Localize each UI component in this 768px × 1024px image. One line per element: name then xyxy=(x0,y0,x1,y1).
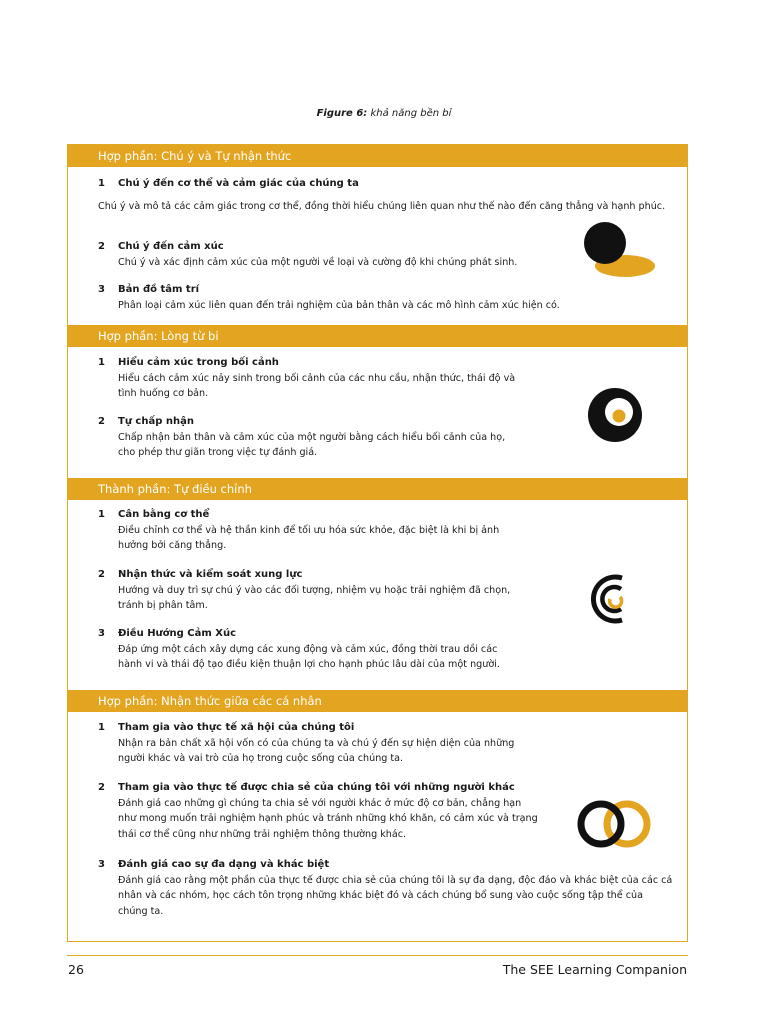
item-title: Điều Hướng Cảm Xúc xyxy=(118,628,237,639)
item-number: 2 xyxy=(98,569,105,580)
item-number: 3 xyxy=(98,284,105,295)
figure-label: Figure 6: xyxy=(316,108,368,119)
interlocking-rings-icon xyxy=(575,796,655,852)
list-item xyxy=(98,567,518,614)
item-title: Chú ý đến cơ thể và cảm giác của chúng ta xyxy=(118,178,359,189)
item-description: Chú ý và mô tả các cảm giác trong cơ thể, đồng thời hiểu chúng liên quan như thế nào đến căng thẳng và hạnh phúc. xyxy=(98,201,666,212)
item-number: 2 xyxy=(98,416,105,427)
item-description: Đánh giá cao rằng một phần của thực tế được chia sẻ của chúng tôi là sự đa dạng, độc đáo và khác biệt của các cá nhân và các nhóm, học cách tôn trọng những khác biệt đó và cách chúng bổ sung vào cuộc sống tập thể của chúng ta. xyxy=(118,874,673,917)
item-number: 1 xyxy=(98,178,105,189)
concentric-arcs-icon xyxy=(584,569,638,629)
dot-and-ellipse-icon xyxy=(580,220,660,282)
section-header-interpersonal: Hợp phần: Nhận thức giữa các cá nhân xyxy=(67,690,688,712)
item-description: Hiểu cách cảm xúc nảy sinh trong bối cảnh của các nhu cầu, nhận thức, thái độ và tình huống cơ bản. xyxy=(118,372,516,399)
item-number: 3 xyxy=(98,859,105,870)
figure-caption xyxy=(0,108,768,119)
item-description: Điều chỉnh cơ thể và hệ thần kinh để tối ưu hóa sức khỏe, đặc biệt là khi bị ảnh hưởng bởi căng thẳng. xyxy=(118,524,500,551)
item-title: Tự chấp nhận xyxy=(118,416,194,427)
item-title: Đánh giá cao sự đa dạng và khác biệt xyxy=(118,859,330,870)
item-number: 3 xyxy=(98,628,105,639)
item-number: 1 xyxy=(98,509,105,520)
item-number: 2 xyxy=(98,782,105,793)
book-title: The SEE Learning Companion xyxy=(502,962,687,977)
list-item xyxy=(98,857,673,919)
page-number: 26 xyxy=(68,962,84,977)
list-item xyxy=(98,507,518,554)
footer-divider xyxy=(67,955,688,956)
section-header-self-regulation: Thành phần: Tự điều chỉnh xyxy=(67,478,688,500)
item-title: Cân bằng cơ thể xyxy=(118,509,210,520)
list-item xyxy=(98,282,568,313)
item-number: 1 xyxy=(98,722,105,733)
list-item-description xyxy=(98,199,670,215)
figure-caption-text: khả năng bền bỉ xyxy=(367,108,452,119)
item-title: Bản đồ tâm trí xyxy=(118,284,200,295)
section-header-attention: Hợp phần: Chú ý và Tự nhận thức xyxy=(67,145,688,167)
item-description: Chú ý và xác định cảm xúc của một người về loại và cường độ khi chúng phát sinh. xyxy=(118,256,518,268)
item-title: Tham gia vào thực tế xã hội của chúng tôi xyxy=(118,722,355,733)
item-title: Tham gia vào thực tế được chia sẻ của chúng tôi với những người khác xyxy=(118,782,515,793)
list-item xyxy=(98,626,518,673)
item-number: 1 xyxy=(98,357,105,368)
list-item xyxy=(98,720,538,767)
item-description: Phân loại cảm xúc liên quan đến trải nghiệm của bản thân và các mô hình cảm xúc hiện có. xyxy=(118,299,560,311)
section-header-compassion: Hợp phần: Lòng từ bi xyxy=(67,325,688,347)
item-description: Chấp nhận bản thân và cảm xúc của một người bằng cách hiểu bối cảnh của họ, cho phép thư giãn trong việc tự đánh giá. xyxy=(118,431,506,458)
item-number: 2 xyxy=(98,241,105,252)
item-title: Nhận thức và kiểm soát xung lực xyxy=(118,569,303,580)
item-description: Đánh giá cao những gì chúng ta chia sẻ với người khác ở mức độ cơ bản, chẳng hạn như mong muốn trải nghiệm hạnh phúc và tránh những khó khăn, có cảm xúc và trạng thái cơ thể cũng như những trải nghiệm thông thường khác. xyxy=(118,797,538,840)
list-item xyxy=(98,780,538,842)
list-item xyxy=(98,414,518,461)
item-title: Hiểu cảm xúc trong bối cảnh xyxy=(118,357,279,368)
list-item xyxy=(98,355,518,402)
item-description: Đáp ứng một cách xây dựng các xung động và cảm xúc, đồng thời trau dồi các hành vi và thái độ tạo điều kiện thuận lợi cho hạnh phúc lâu dài của một người. xyxy=(118,643,500,670)
item-description: Hướng và duy trì sự chú ý vào các đối tượng, nhiệm vụ hoặc trải nghiệm đã chọn, tránh bị phân tâm. xyxy=(118,584,511,611)
list-item xyxy=(98,176,678,192)
circle-with-dot-icon xyxy=(586,386,644,444)
item-description: Nhận ra bản chất xã hội vốn có của chúng ta và chú ý đến sự hiện diện của những người khác và vai trò của họ trong cuộc sống của chúng ta. xyxy=(118,737,515,764)
list-item xyxy=(98,239,568,270)
item-title: Chú ý đến cảm xúc xyxy=(118,241,224,252)
